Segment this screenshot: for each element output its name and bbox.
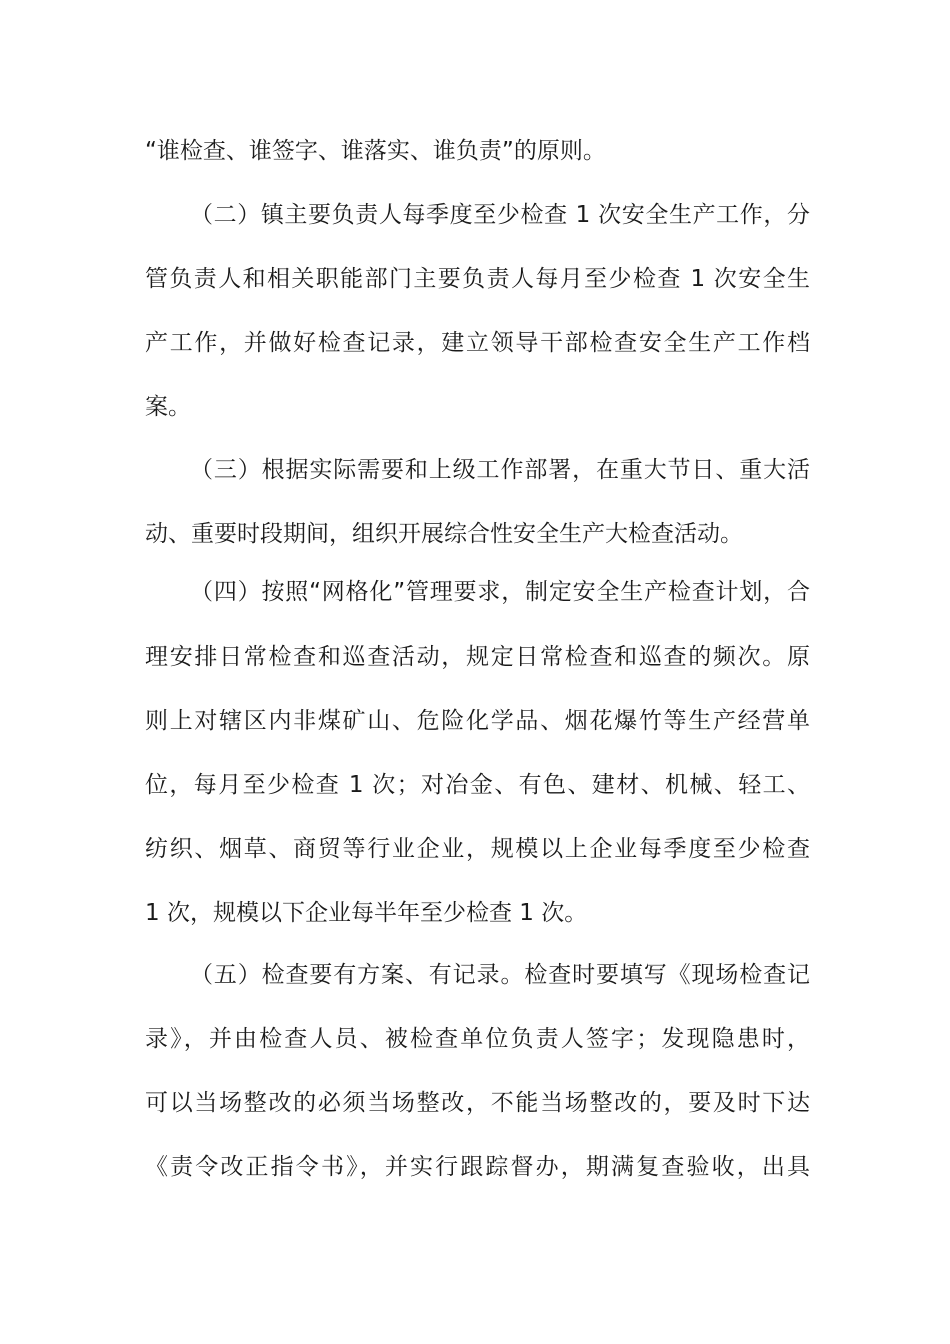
text-line: 理安排日常检查和巡查活动，规定日常检查和巡查的频次。原 [145, 644, 810, 670]
text-line: 1 次，规模以下企业每半年至少检查 1 次。 [145, 900, 588, 926]
text-line: 产工作，并做好检查记录，建立领导干部检查安全生产工作档 [145, 330, 810, 356]
text-line: “谁检查、谁签字、谁落实、谁负责”的原则。 [145, 138, 606, 164]
text-line: 位，每月至少检查 1 次；对冶金、有色、建材、机械、轻工、 [145, 772, 810, 798]
text-line: 则上对辖区内非煤矿山、危险化学品、烟花爆竹等生产经营单 [145, 708, 810, 734]
text-line: 纺织、烟草、商贸等行业企业，规模以上企业每季度至少检查 [145, 836, 810, 862]
text-line: 录》，并由检查人员、被检查单位负责人签字；发现隐患时， [145, 1026, 810, 1052]
paragraph-2-first-line: （二）镇主要负责人每季度至少检查 1 次安全生产工作，分 [190, 202, 810, 228]
text-line: 案。 [145, 394, 191, 420]
paragraph-4-first-line: （四）按照“网格化”管理要求，制定安全生产检查计划，合 [190, 579, 810, 605]
text-line: 《责令改正指令书》，并实行跟踪督办，期满复查验收，出具 [145, 1154, 810, 1180]
text-line: 可以当场整改的必须当场整改，不能当场整改的，要及时下达 [145, 1090, 810, 1116]
text-line: 动、重要时段期间，组织开展综合性安全生产大检查活动。 [145, 521, 743, 547]
text-line: 管负责人和相关职能部门主要负责人每月至少检查 1 次安全生 [145, 266, 810, 292]
paragraph-5-first-line: （五）检查要有方案、有记录。检查时要填写《现场检查记 [190, 962, 810, 988]
paragraph-3-first-line: （三）根据实际需要和上级工作部署，在重大节日、重大活 [190, 457, 810, 483]
